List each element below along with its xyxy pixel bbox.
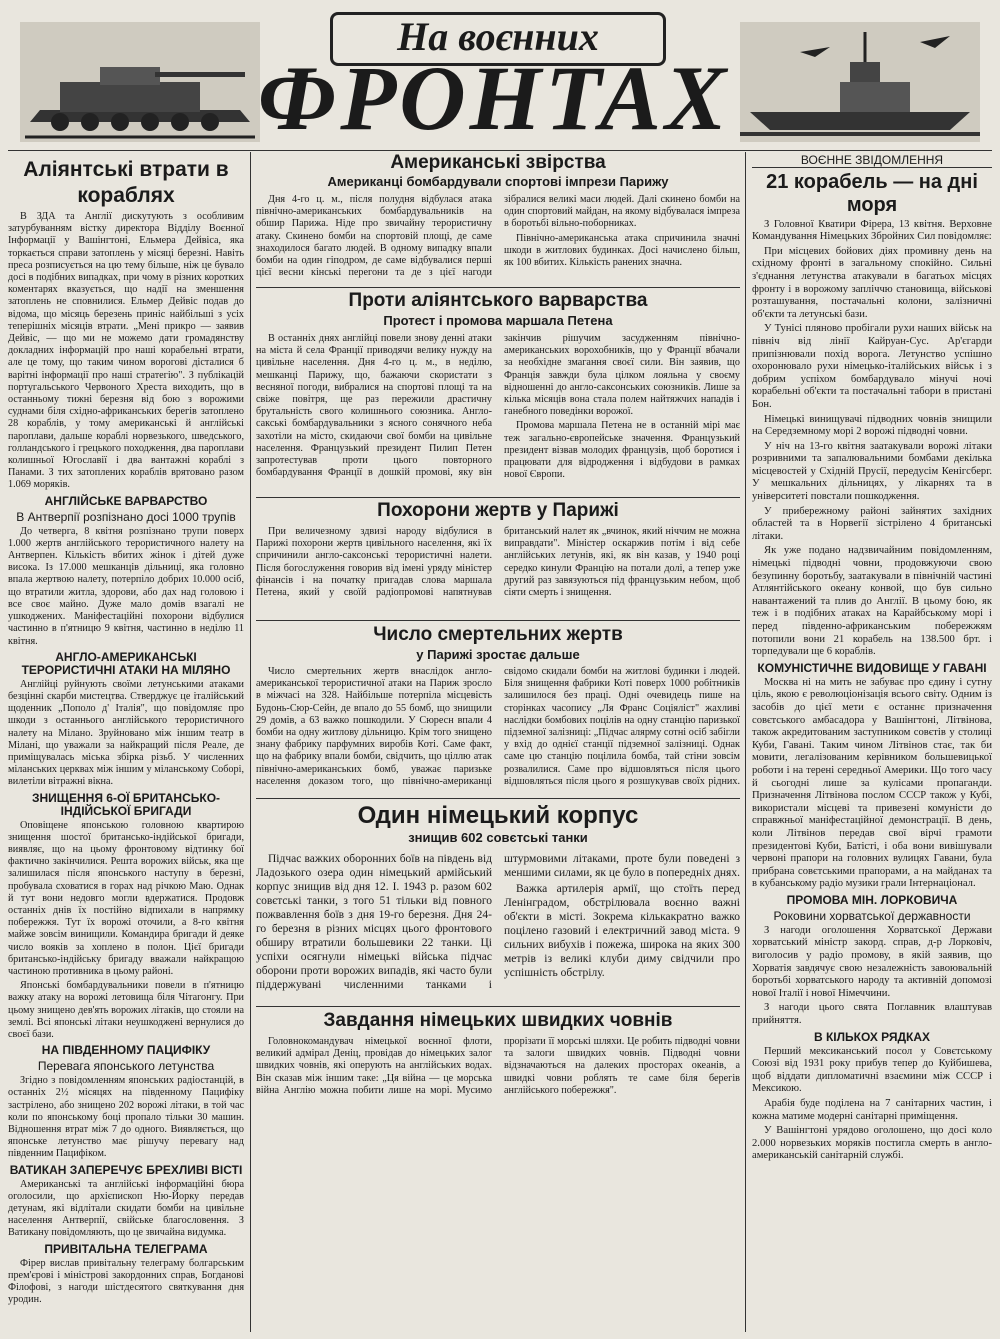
article-text: З нагоди оголошення Хорватської Держави хорватський міністр закорд. справ, д-р Лорковіч, виголосив у радіо промову, в якій заявив, що Хорватія завдячує свою незалежність завоювальній боротьбі хорватського народу та активній допомозі нової Італії і нової Німеччини. [752, 924, 992, 999]
article-text: У Вашінгтоні урядово оголошено, що досі коло 2.000 норвезьких моряків постигла смерть в англо-американській санітарній службі. [752, 1125, 992, 1162]
headline-in-brief: В КІЛЬКОХ РЯДКАХ [813, 1029, 931, 1044]
subheadline-japanese-air: Перевага японського летунства [37, 1059, 215, 1074]
headline-milan-attacks: АНГЛО-АМЕРИКАНСЬКІ ТЕРОРИСТИЧНІ АТАКИ НА МІЛЯНО [21, 649, 231, 677]
headline-21-ships: 21 корабель — на дні моря [766, 170, 978, 216]
subheadline-602-tanks: знищив 602 совєтські танки [408, 830, 588, 845]
article-text: З нагоди цього свята Поглавник влаштував прийняття. [752, 1002, 992, 1027]
headline-american-atrocities: Американські звірства [390, 152, 606, 173]
headline-allied-losses: Аліянтські втрати в кораблях [23, 158, 229, 207]
article-german-corps [256, 852, 740, 1002]
article-text: При місцевих бойових діях промивну день на східному фронті в загальному спокійно. Сильні з'єднання летунства атакували в багатьох місцях фронту і в ворожому запліччю становища, військові розташування, постачальні колони, залізничні об'єкти та летунські бази. [752, 245, 992, 320]
article-text: Промова маршала Петена не в останній мірі має теж загально-європейське значення. Французький президент візвав молодих французів, щоб боротися і працювати для відродження і відбудови в рамках нової Європи. [504, 420, 740, 481]
subheadline-paris-bombing: Американці бомбардували спортові імпрези Парижу [327, 174, 669, 189]
article-text: Фірер вислав привітальну телеграму болгарським прем'єрові і міністрові закордонних справ, Богданові Філофові, з нагоди шістдесятого святкування дня уродин. [8, 1257, 244, 1306]
warship-illustration [740, 22, 980, 142]
article-text: Число смертельних жертв внаслідок англо-американської терористичної атаки на Париж зросло в міжчасі на 328. Найбільше потерпіла місцевість Будонь-Сюр-Сейн, де впало до 55 бомб, що знищили 29 домів, а 63 важко пошкодили. У Сюресн впали 4 бомби на одну житлову дільницю. Крім того знищено знану фабрику парфумних виробів Коті. Саме факт, що на фабрику впали бомби, свідчить, що ціллю атак північно-американських бомб, уважає паризьке населення доказом того, що північно-американці свідомо скидали бомби на житлові будинки і людей. Біля знищення фабрики Коті поверх 1000 робітників залишилося без праці. Одні очевидець пише на сторінках часопису „Ля Франс Соціяліст" жахливі наслідки бомбових поцілів на одну станцію паризької підземної залізниці: „Підчас алярму сотні осіб забігли у вхід до однієї станції підземної залізниці. Однак саме цю станцію поцілила бомба, тай стіни зовсім розвалилися. Саме про відшовляться після цього відшовляться після цього я розшукував своїх рідних. [256, 666, 740, 787]
masthead-subtitle: На воєнних [330, 12, 666, 66]
subheadline-croatia: Роковини хорватської державности [773, 908, 971, 923]
article-text: Згідно з повідомленням японських радіостанцій, в останніх 2½ місяцях на південному Пацифіку застрілено, або знищено 202 ворожі літаки, в той час коли по японському боці пропало тільки 30 машин. Відношення втрат між 7 до одного. Виявляється, що японське летунство має рішучу перевагу над південним Пацифіком. [8, 1075, 244, 1160]
left-column [8, 154, 244, 1332]
subheadline-petain: Протест і промова маршала Петена [383, 313, 613, 328]
article-text: Головнокомандувач німецької воєнної флоти, великий адмірал Деніц, провідав до німецьких залог швидких човнів, які оперують на англійських водах. Він сказав між іншим таке: „Ця війна — це морська війна Англію можна побити лише на морі. Мусимо прорізати її морські шляхи. Це робить підводні човни та залоги швидких човнів. Підводні човни відзначаються на далеких просторах океанів, а швидкі човни роблять те саме біля берегів англійського побережжя". [256, 1036, 740, 1096]
article-text: У ніч на 13-го квітня заатакували ворожі літаки розривними та запалювальними бомбами декілька місцевостей у Східній Прусії, передусім Кенігсберг. У мешкальних дільницях, у лікарнях та в університеті повстали пошкодження. [752, 440, 992, 503]
article-text: Перший мексиканський посол у Совєтському Союзі від 1931 року прибув тепер до Куйбишева, щоб віддати дипломатичні взаємини між СССР і Мексикою. [752, 1045, 992, 1095]
subheadline-paris-grows: у Парижі зростає дальше [416, 647, 580, 662]
article-text: З Головної Кватири Фірера, 13 квітня. Верховне Командування Німецьких Збройних Сил повідомляє: [752, 218, 992, 243]
headline-havana: КОМУНІСТИЧНЕ ВИДОВИЩЕ У ГАВАНІ [757, 660, 987, 675]
article-text: Північно-американська атака спричинила значні шкоди в житлових будинках. Досі начислено більш, як 100 вбитих. Кількість ранених значна. [504, 232, 740, 269]
article-text: Москва ні на мить не забуває про єдину і сутну ціль, якою є революціонізація всього світу. Одним із засобів до цієї мети є останнє призначення совєтського амбасадора у Вашінгтоні, Літвінова, також акредитованим заступником совєтів у столиці Куби, Гавані. Таким чином Літвінов стає, так би мовити, легалізованим керівником большевицької роботи і на терені середньої Америки. Що того часу й сьогодні лише за кулісами пропаганди. Призначення Літвінова послом СССР також у Кубі, використали місцеві та привезені комуністи до справжньої маніфестаційної демонстрації. В день, коли Літвінов передав свої вірчі грамоти президентові Куби, Батісті, і оба вони вивішували червоні прапори на головних вулицях Гавани, була прибрана совєтськими прапорами, а на майданах та в кубанському радіо музики грали Інтернаціонал. [752, 676, 992, 890]
headline-fast-boats: Завдання німецьких швидких човнів [323, 1010, 673, 1031]
article-text: Підчас важких оборонних боїв на південь від Ладозького озера один німецький армійський корпус знищив від дня 12. І. 1943 р. разом 602 совєтські танки, з того 51 тільки від повного пожвавлення боїв з дня 19-го березня. Дня 24-го березня в різних місцях цього фронтового обширу втратили большевики 22 танки. Ці успіхи осягнули німецькі війська підчас оборони проти ворожих випадів, які часто були піддержувані численними танками і штурмовими літаками, проте були поведені з меншими силами, як це було в попередніх днях. [256, 853, 740, 991]
article-text: Дня 4-го ц. м., після полудня відбулася атака північно-американських бомбардувальників на обшир Парижа. Ніде про звичайну терористичну атаку. Скинено бомби на спортовій площі, де саме знаходилося багато людей. В одному випадку впали бомби на один гіподром, де саме відбувалися перші цієї весни кінські перегони та де з цієї нагоди зібралися великі маси людей. Далі скинено бомби на один спортовий майдан, на якому відбувалася імпреза в боротьбі вільно-поборниках. [256, 194, 740, 279]
article-text: Японські бомбардувальники повели в п'ятницю важку атаку на ворожі летовища біля Чітагонгу. При цьому знищено дев'ять ворожих літаків, що стояли на землі. Всі японські літаки неушкоджені вернулися до своєї бази. [8, 980, 244, 1040]
war-report-kicker: ВОЄННЕ ЗВІДОМЛЕННЯ [752, 154, 992, 168]
article-text: У Тунісі пляново пробігали рухи наших військ на північ від лінії Кайруан-Сус. Ар'єгарди припізнювали похід ворога. Летунство успішно охоронювало рухи німецько-італійських військ і з добрим успіхом бомбардувало мінучі ночі корабельні об'єкти та постачальні табори в пристані Бон. [752, 323, 992, 410]
article-paris-funerals [256, 526, 740, 616]
headline-lorkovich: ПРОМОВА МІН. ЛОРКОВИЧА [786, 892, 958, 907]
article-american-atrocities [256, 194, 740, 282]
headline-german-corps: Один німецький корпус [357, 802, 639, 829]
article-text: При величезному здвизі народу відбулися в Парижі похорони жертв цивільного населення, які їх спричинили англо-саксонські терористичні налети. Після богослуження говорив від імені уряду міністер фінансів і на початку пригадав слова маршала Петена, який у своїй радіопромові напятнував британський налет як „вчинок, який ніччим не можна виправдати". Міністер оскаржив потім і від себе англійських летунів, які, як він казав, у 1940 році середко кинули Францію на потали долі, а тепер уже другий раз завязуються під французьким небом, щоб сіяти смерть і знищення. [256, 526, 740, 599]
headline-vatican: ВАТИКАН ЗАПЕРЕЧУЄ БРЕХЛИВІ ВІСТІ [9, 1162, 243, 1177]
headline-against-barbarism: Проти аліянтського варварства [348, 290, 648, 311]
article-text: Як уже подано надзвичайним повідомленням, німецькі підводні човни, продовжуючи свою безупинну боротьбу, заатакували в північній частині Атлянтійського океану конвой, що був сильно навантажений та плив до Англії. В цьому бою, як теж і в подібних атаках на Карайбському морі і перед південно-африканським побережжям потопили вони 21 корабель на 138.500 брт. і торпедували ще 6 кораблів. [752, 545, 992, 658]
article-text: Оповіщене японською головною квартирою знищення шостої британсько-індійської бригади, виявляє, що на цьому фронтовому відтинку бої фактично закінчилися. Решта ворожих військ, яка ще залишилася після японського наступу в березні, пробувала сховатися в горах над річкою Маю. Однак й тут вони недовго могли вдержатися. Продовж останніх днів їх постійно відпихали в напрямку побережжя. Тут їх ворожі оточили, а 8-го квітня майже зовсім винищили. Командира бригади й деяке число вояків за хоплено в полон. Цієї бригади британсько-індійську бригаду вважали найкращою частиною противника в цьому районі. [8, 819, 244, 977]
right-column [752, 154, 992, 1332]
headline-south-pacific: НА ПІВДЕННОМУ ПАЦИФІКУ [41, 1043, 211, 1058]
masthead [0, 0, 1000, 148]
article-text: Німецькі винищувачі підводних човнів знищили на Середземному морі 2 ворожі підводні човни. [752, 413, 992, 438]
headline-death-toll: Число смертельних жертв [373, 624, 623, 645]
article-fast-boats [256, 1036, 740, 1110]
headline-english-barbarism: АНГЛІЙСЬКЕ ВАРВАРСТВО [44, 493, 208, 508]
article-text: Важка артилерія армії, що стоїть перед Ленінградом, обстрілювала воєнно важні об'єкти в місті. Зокрема кількакратно важко поцілено газовий і електричний завод міста. 9 сильних вибухів і пожежа, широка на яких 300 метрів із великі клуби диму свідчили про успішність обстрілу. [504, 883, 740, 979]
article-text: У прибережному районі зайнятих західних областей та в Норвегії зістрілено 4 британські літаки. [752, 505, 992, 542]
article-text: В останніх днях англійці повели знову денні атаки на міста й села Франції приводячи велику нужду на цивільне населення. Дня 4-го ц. м., в неділю, мешканці Парижу, що, бажаючи скористати з весняної погоди, вибралися на спортові площі та на свіже повітря, ще раз пережили драстичну брутальність свого колишнього союзника. Англо-сакські бомбардувальники з ясного сонячного неба захотіли на місто, скидаючи свої бомби на цивільне населення. Французький президент Пилип Петен запротестував проти цього повторного бомбардування Франції в дошкій промові, яку він закінчив рішучим засудженням північно-американських ворохобників, що у Франції вбачали за необхідне змагання своєї сили. Він заявив, що Франція завжди була цілком лояльна у своєму відношенні до англо-саксонських союзників. Лише за кілька місяців вона стала полем найтяжчих нападів і ганебного поведінки ворожої. [256, 333, 740, 479]
headline-paris-funerals: Похорони жертв у Парижі [377, 500, 619, 521]
subheadline-antwerp: В Антверпії розпізнано досі 1000 трупів [16, 509, 236, 524]
headline-brigade-destroyed: ЗНИЩЕННЯ 6-ОЇ БРИТАНСЬКО-ІНДІЙСЬКОЇ БРИГАДИ [31, 790, 221, 818]
article-text: Арабія буде поділена на 7 санітарних частин, і кожна матиме модерні санітарні приміщення. [752, 1098, 992, 1122]
tank-illustration [20, 22, 260, 142]
article-against-barbarism [256, 333, 740, 493]
headline-telegram: ПРИВІТАЛЬНА ТЕЛЕГРАМА [44, 1241, 208, 1256]
article-text: Англійці руйнують своїми летунськими атаками безцінні скарби мистецтва. Стверджує це італійський щоденник „Пополо д' Італія", що повідомляє про шкоди з останнього англійського терористичного налету на Мілано. Зруйновано між іншим театр в Мілані, що уважали за найкращий після Реале, де приміщувалась міська збірка різьб. У численних міланських церквах між іншим у міланському Соборі, вилетіли вітражні вікна. [8, 678, 244, 788]
article-text: Американські та англійські інформаційні бюра оголосили, що архієпископ Ню-Йорку передав детунам, які відлітали скидати бомби на цивільне населення Антверпії, свійське благословення. З Ватикану повідомляють, що це звичайна видумка. [8, 1178, 244, 1239]
masthead-title: ФРОНТАХ [258, 47, 731, 149]
article-death-toll [256, 666, 740, 794]
article-text: В ЗДА та Англії дискутують з особливим затурбуванням вістку директора Відділу Воєнної Інформації у Вашінгтоні, Ельмера Дейвіса, яка торкається справи затоплень у місяці березні. Навіть преса розписується на цю тему більше, ніж це бувало досі в подібних випадках, при чому в різних коротких коментарях вказується, що надії на зменшення затоплень не сповнилися. Ельмер Дейвіс подав до відома, що місяць березень приніс найбільші з усіх теперішніх місяців втрати. „Мені прикро — заявив Дейвіс, — що ми не можемо дати громадянству докладних інформацій про наші корабельні втрати, але це тому, що таким чином ворогові дісталися б варітні інформації про наші стратегію". З публікацій португальського Червоного Хреста виходить, що в останньому тижні березня від бою з ворожими суднами біля східно-африканських берегів затоплено 28 кораблів, у тому американські й англійські пароплави, дальше кораблі норвезького, шведського, голландського і грецького походження, два пароплави колишньої Югославії і два вантажні кораблі з Панами. З тих затоплених кораблів врятовано разом 1.069 моряків. [8, 211, 244, 491]
article-text: До четверга, 8 квітня розпізнано трупи поверх 1.000 жертв англійського терористичного налету на Антверпен. Кількість вбитих жінок і дітей дуже висока. Із 17.000 мешканців дільниці, яка головно впала жертвою налету, потерпіло добрих 10.000 осіб, що втратили житла, здорови, або дах над головою і все своє майно. Дуже мало домів взагалі не ушкоджених. Маніфестаційні похорони відбулися частинно в п'ятницю 9 квітня, частинно в неділю 11 квітня. [8, 525, 244, 647]
